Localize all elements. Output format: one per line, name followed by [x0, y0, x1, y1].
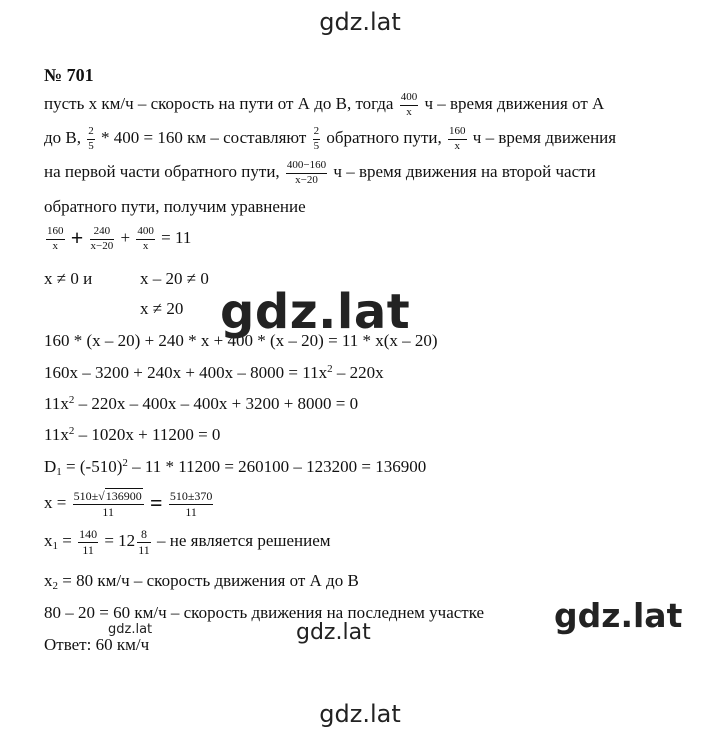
watermark-small: gdz.lat: [108, 622, 153, 637]
text: x: [44, 531, 53, 550]
equals-sign: =: [150, 490, 163, 515]
text: 510±√: [73, 489, 105, 503]
step-6: [44, 490, 215, 518]
text: = 12: [104, 531, 136, 550]
subscript: 2: [52, 580, 58, 592]
watermark-middle: gdz.lat: [220, 284, 411, 340]
condition-3: x ≠ 20: [140, 299, 184, 318]
text: – 1020x + 11200 = 0: [74, 425, 221, 444]
fraction: $\frac{510\pm√136900}{11}$: [73, 489, 142, 519]
step-2: [44, 364, 384, 381]
text: = 11: [161, 227, 192, 247]
step-1: 160 * (x – 20) + 240 * x + 400 * (x – 20) = 11 * x(x – 20): [44, 331, 438, 350]
exponent: 2: [122, 457, 128, 469]
exponent: 2: [68, 394, 75, 406]
subscript: 1: [52, 540, 58, 552]
exponent: 2: [327, 363, 333, 375]
text: – 220x – 400x – 400x + 3200 + 8000 = 0: [74, 394, 359, 413]
text: = (-510): [61, 457, 123, 476]
text: * 400 = 160 км – составляют: [101, 127, 307, 147]
exponent: 2: [68, 425, 75, 437]
step-5: [44, 458, 426, 478]
fraction: $\frac{400}{x}$: [137, 225, 154, 252]
watermark-low: gdz.lat: [296, 620, 371, 645]
plus-sign: +: [70, 224, 84, 250]
text: ч – время движения на второй части: [333, 161, 596, 181]
fraction: $\frac{2}{5}$: [313, 125, 320, 152]
radicand: 136900: [105, 489, 142, 503]
condition-2: x – 20 ≠ 0: [140, 269, 209, 288]
text: ч – время движения: [472, 127, 617, 147]
text-line-3: [44, 160, 596, 186]
watermark-top: gdz.lat: [319, 8, 401, 36]
text: обратного пути,: [326, 127, 442, 147]
step-8: [44, 572, 359, 592]
text: пусть x км/ч – скорость на пути от А до В, тогда: [44, 93, 394, 113]
fraction: $\frac{8}{11}$: [138, 527, 150, 557]
text-line-4: обратного пути, получим уравнение: [44, 197, 306, 216]
fraction: $\frac{140}{11}$: [79, 527, 98, 557]
text: – 220x: [332, 363, 384, 382]
text: ч – время движения от А: [424, 93, 605, 113]
step-3: [44, 395, 358, 412]
text: – 11 * 11200 = 260100 – 123200 = 136900: [127, 457, 427, 476]
subscript: 1: [56, 466, 62, 478]
fraction: $\frac{400-160}{x-20}$: [286, 159, 327, 186]
answer: Ответ: 60 км/ч: [44, 635, 150, 654]
text: на первой части обратного пути,: [44, 161, 280, 181]
fraction: $\frac{240}{x-20}$: [90, 225, 114, 252]
text: до В,: [44, 127, 81, 147]
step-9: 80 – 20 = 60 км/ч – скорость движения на последнем участке: [44, 603, 485, 622]
text: x =: [44, 493, 67, 512]
step-7: [44, 528, 331, 556]
watermark-right: gdz.lat: [550, 596, 686, 635]
text: 11x: [44, 425, 69, 444]
text: = 80 км/ч – скорость движения от А до В: [58, 571, 359, 590]
step-4: [44, 426, 220, 443]
fraction: $\frac{2}{5}$: [88, 125, 94, 152]
fraction: $\frac{160}{x}$: [449, 125, 466, 152]
plus-sign: +: [120, 227, 131, 247]
problem-number: № 701: [44, 65, 94, 85]
text: 11x: [44, 394, 69, 413]
equation-line: [44, 226, 191, 252]
fraction: $\frac{160}{x}$: [47, 225, 64, 252]
watermark-bottom: gdz.lat: [319, 700, 401, 728]
text-line-1: [44, 92, 604, 118]
fraction: $\frac{510\pm 370}{11}$: [169, 489, 213, 519]
condition-1: x ≠ 0 и: [44, 269, 93, 288]
text: 160x – 3200 + 240x + 400x – 8000 = 11x: [44, 363, 328, 382]
fraction: $\frac{400}{x}$: [400, 91, 418, 118]
text-line-2: [44, 126, 616, 152]
text: – не является решением: [157, 531, 331, 550]
text: =: [58, 531, 72, 550]
text: x: [44, 571, 53, 590]
text: D: [44, 457, 57, 476]
